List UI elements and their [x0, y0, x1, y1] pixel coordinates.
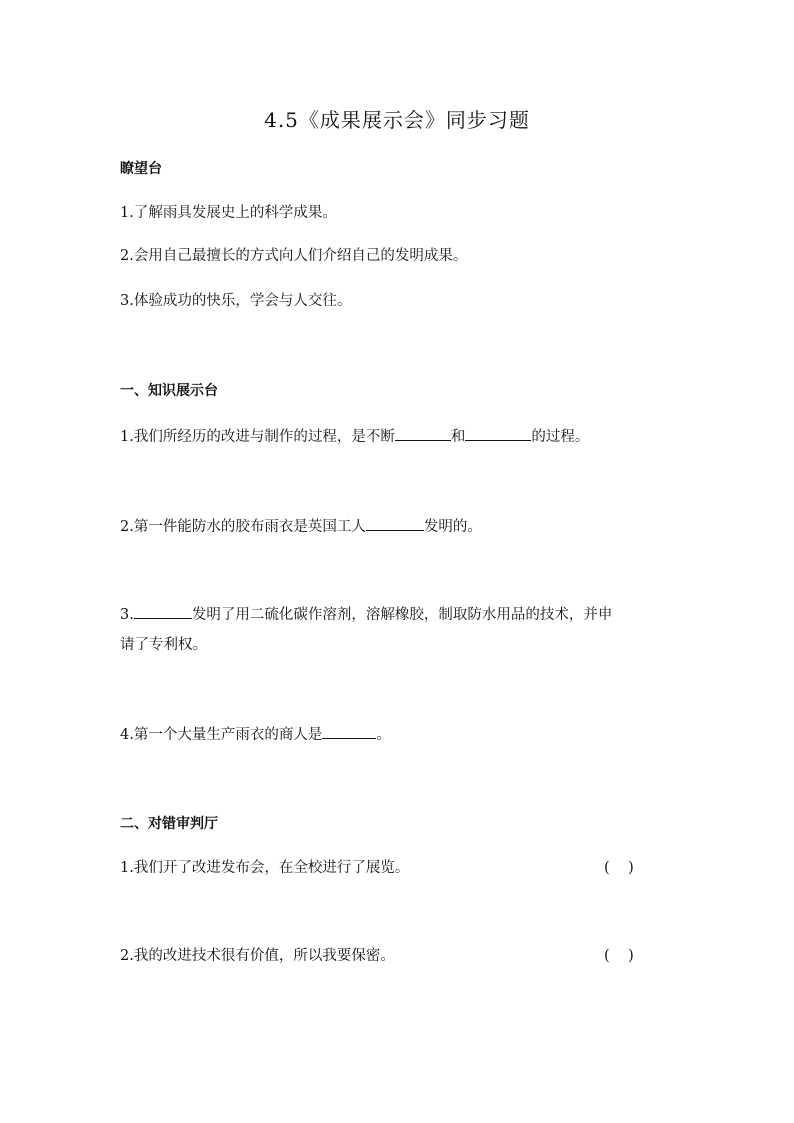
judge-item-1: 1.我们开了改进发布会，在全校进行了展览。 [120, 860, 410, 876]
judge-answer-bracket-2[interactable]: ( ) [604, 948, 634, 964]
question-2-text-after: 发明的。 [423, 519, 482, 535]
judge-answer-bracket-1[interactable]: ( ) [604, 860, 634, 876]
question-4-text-after: 。 [376, 727, 391, 743]
question-1 [120, 426, 589, 446]
fill-blank-1a[interactable] [395, 426, 451, 441]
fill-blank-1b[interactable] [465, 426, 531, 441]
page-title: 4.5《成果展示会》同步习题 [264, 108, 530, 132]
question-3-prefix: 3. [120, 607, 134, 623]
goal-item-1: 1.了解雨具发展史上的科学成果。 [120, 205, 337, 221]
section2-heading: 二、对错审判厅 [120, 816, 218, 832]
section1-heading: 一、知识展示台 [120, 383, 218, 399]
fill-blank-4[interactable] [322, 724, 376, 739]
goals-heading: 瞭望台 [120, 161, 162, 177]
question-3-continued: 请了专利权。 [120, 637, 207, 653]
goal-item-3: 3.体验成功的快乐，学会与人交往。 [120, 293, 352, 309]
question-2-text-before: 2.第一件能防水的胶布雨衣是英国工人 [120, 519, 366, 535]
question-4-text-before: 4.第一个大量生产雨衣的商人是 [120, 727, 323, 743]
question-3 [120, 604, 612, 624]
question-2 [120, 516, 482, 536]
judge-item-2: 2.我的改进技术很有价值，所以我要保密。 [120, 948, 395, 964]
question-1-text-middle: 和 [450, 429, 466, 445]
question-3-text: 发明了用二硫化碳作溶剂，溶解橡胶，制取防水用品的技术，并申 [191, 607, 613, 623]
question-1-text-after: 的过程。 [531, 429, 590, 445]
goal-item-2: 2.会用自己最擅长的方式向人们介绍自己的发明成果。 [120, 248, 468, 264]
fill-blank-2[interactable] [366, 516, 424, 531]
question-4 [120, 724, 391, 744]
fill-blank-3[interactable] [134, 604, 192, 619]
question-1-text-before: 1.我们所经历的改进与制作的过程，是不断 [120, 429, 395, 445]
